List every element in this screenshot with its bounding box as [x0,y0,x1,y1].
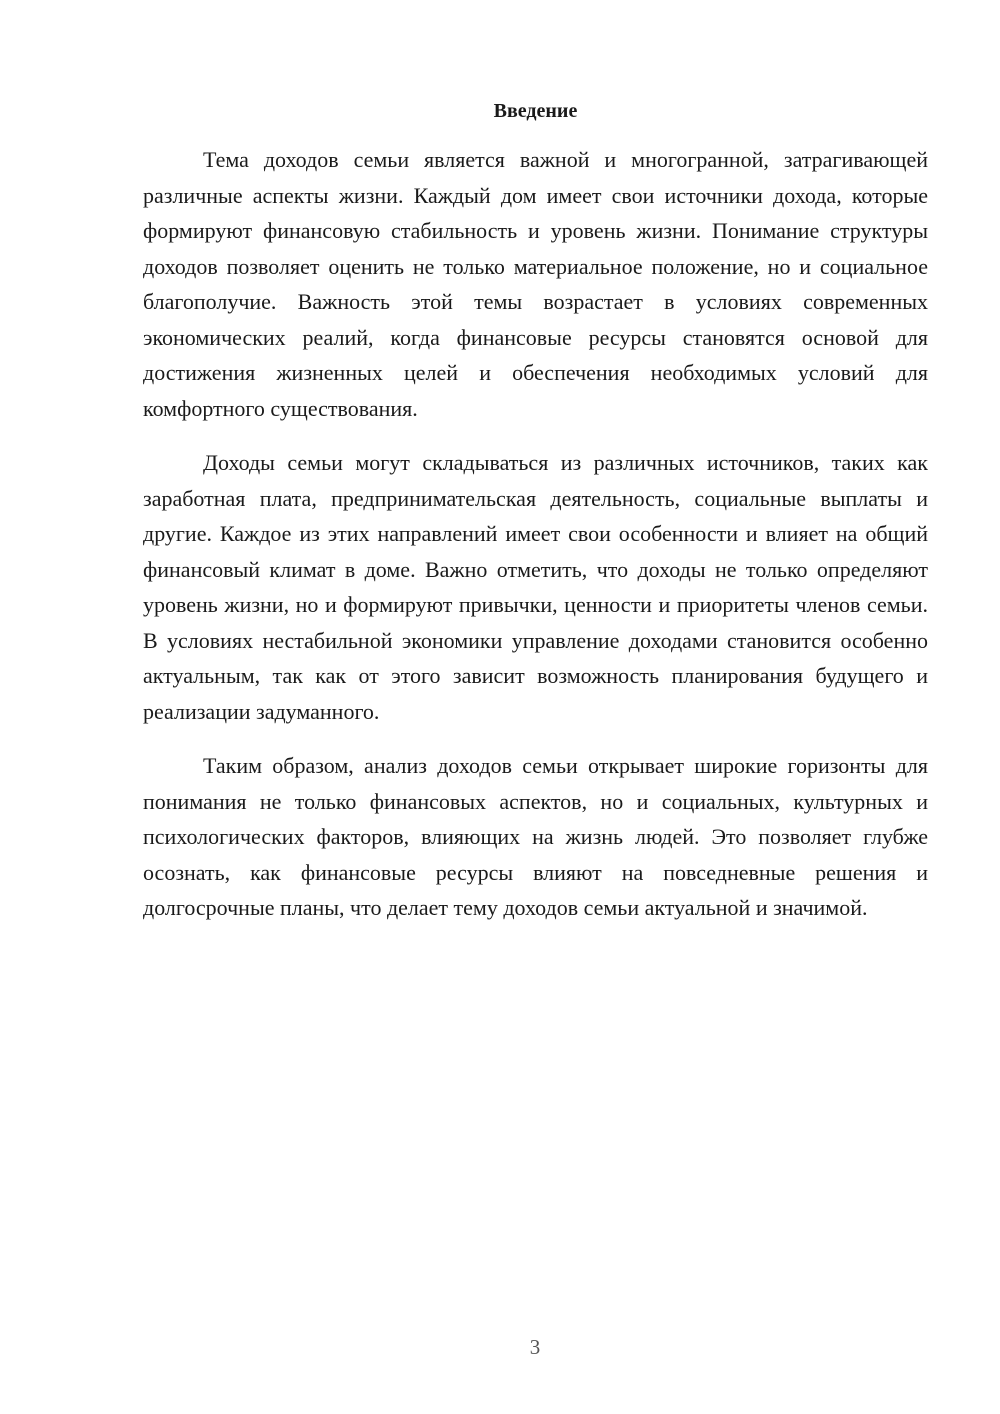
paragraph-3: Таким образом, анализ доходов семьи открывает широкие горизонты для понимания не только финансовых аспектов, но и социальных, культурных и психологических факторов, влияющих на жизнь людей. Это позволяет глубже осознать, как финансовые ресурсы влияют на повседневные решения и долгосрочные планы, что делает тему доходов семьи актуальной и значимой. [143,753,928,920]
section-title: Введение [493,100,578,122]
paragraph-1: Тема доходов семьи является важной и многогранной, затрагивающей различные аспекты жизни. Каждый дом имеет свои источники дохода, которые формируют финансовую стабильность и уровень жизни. Понимание структуры доходов позволяет оценить не только материальное положение, но и социальное благополучие. Важность этой темы возрастает в условиях современных экономических реалий, когда финансовые ресурсы становятся основой для достижения жизненных целей и обеспечения необходимых условий для комфортного существования. [143,147,928,421]
paragraph-2: Доходы семьи могут складываться из различных источников, таких как заработная плата, предпринимательская деятельность, социальные выплаты и другие. Каждое из этих направлений имеет свои особенности и влияет на общий финансовый климат в доме. Важно отметить, что доходы не только определяют уровень жизни, но и формируют привычки, ценности и приоритеты членов семьи. В условиях нестабильной экономики управление доходами становится особенно актуальным, так как от этого зависит возможность планирования будущего и реализации задуманного. [143,450,928,724]
page-number: 3 [529,1335,541,1359]
body-text [143,142,928,945]
